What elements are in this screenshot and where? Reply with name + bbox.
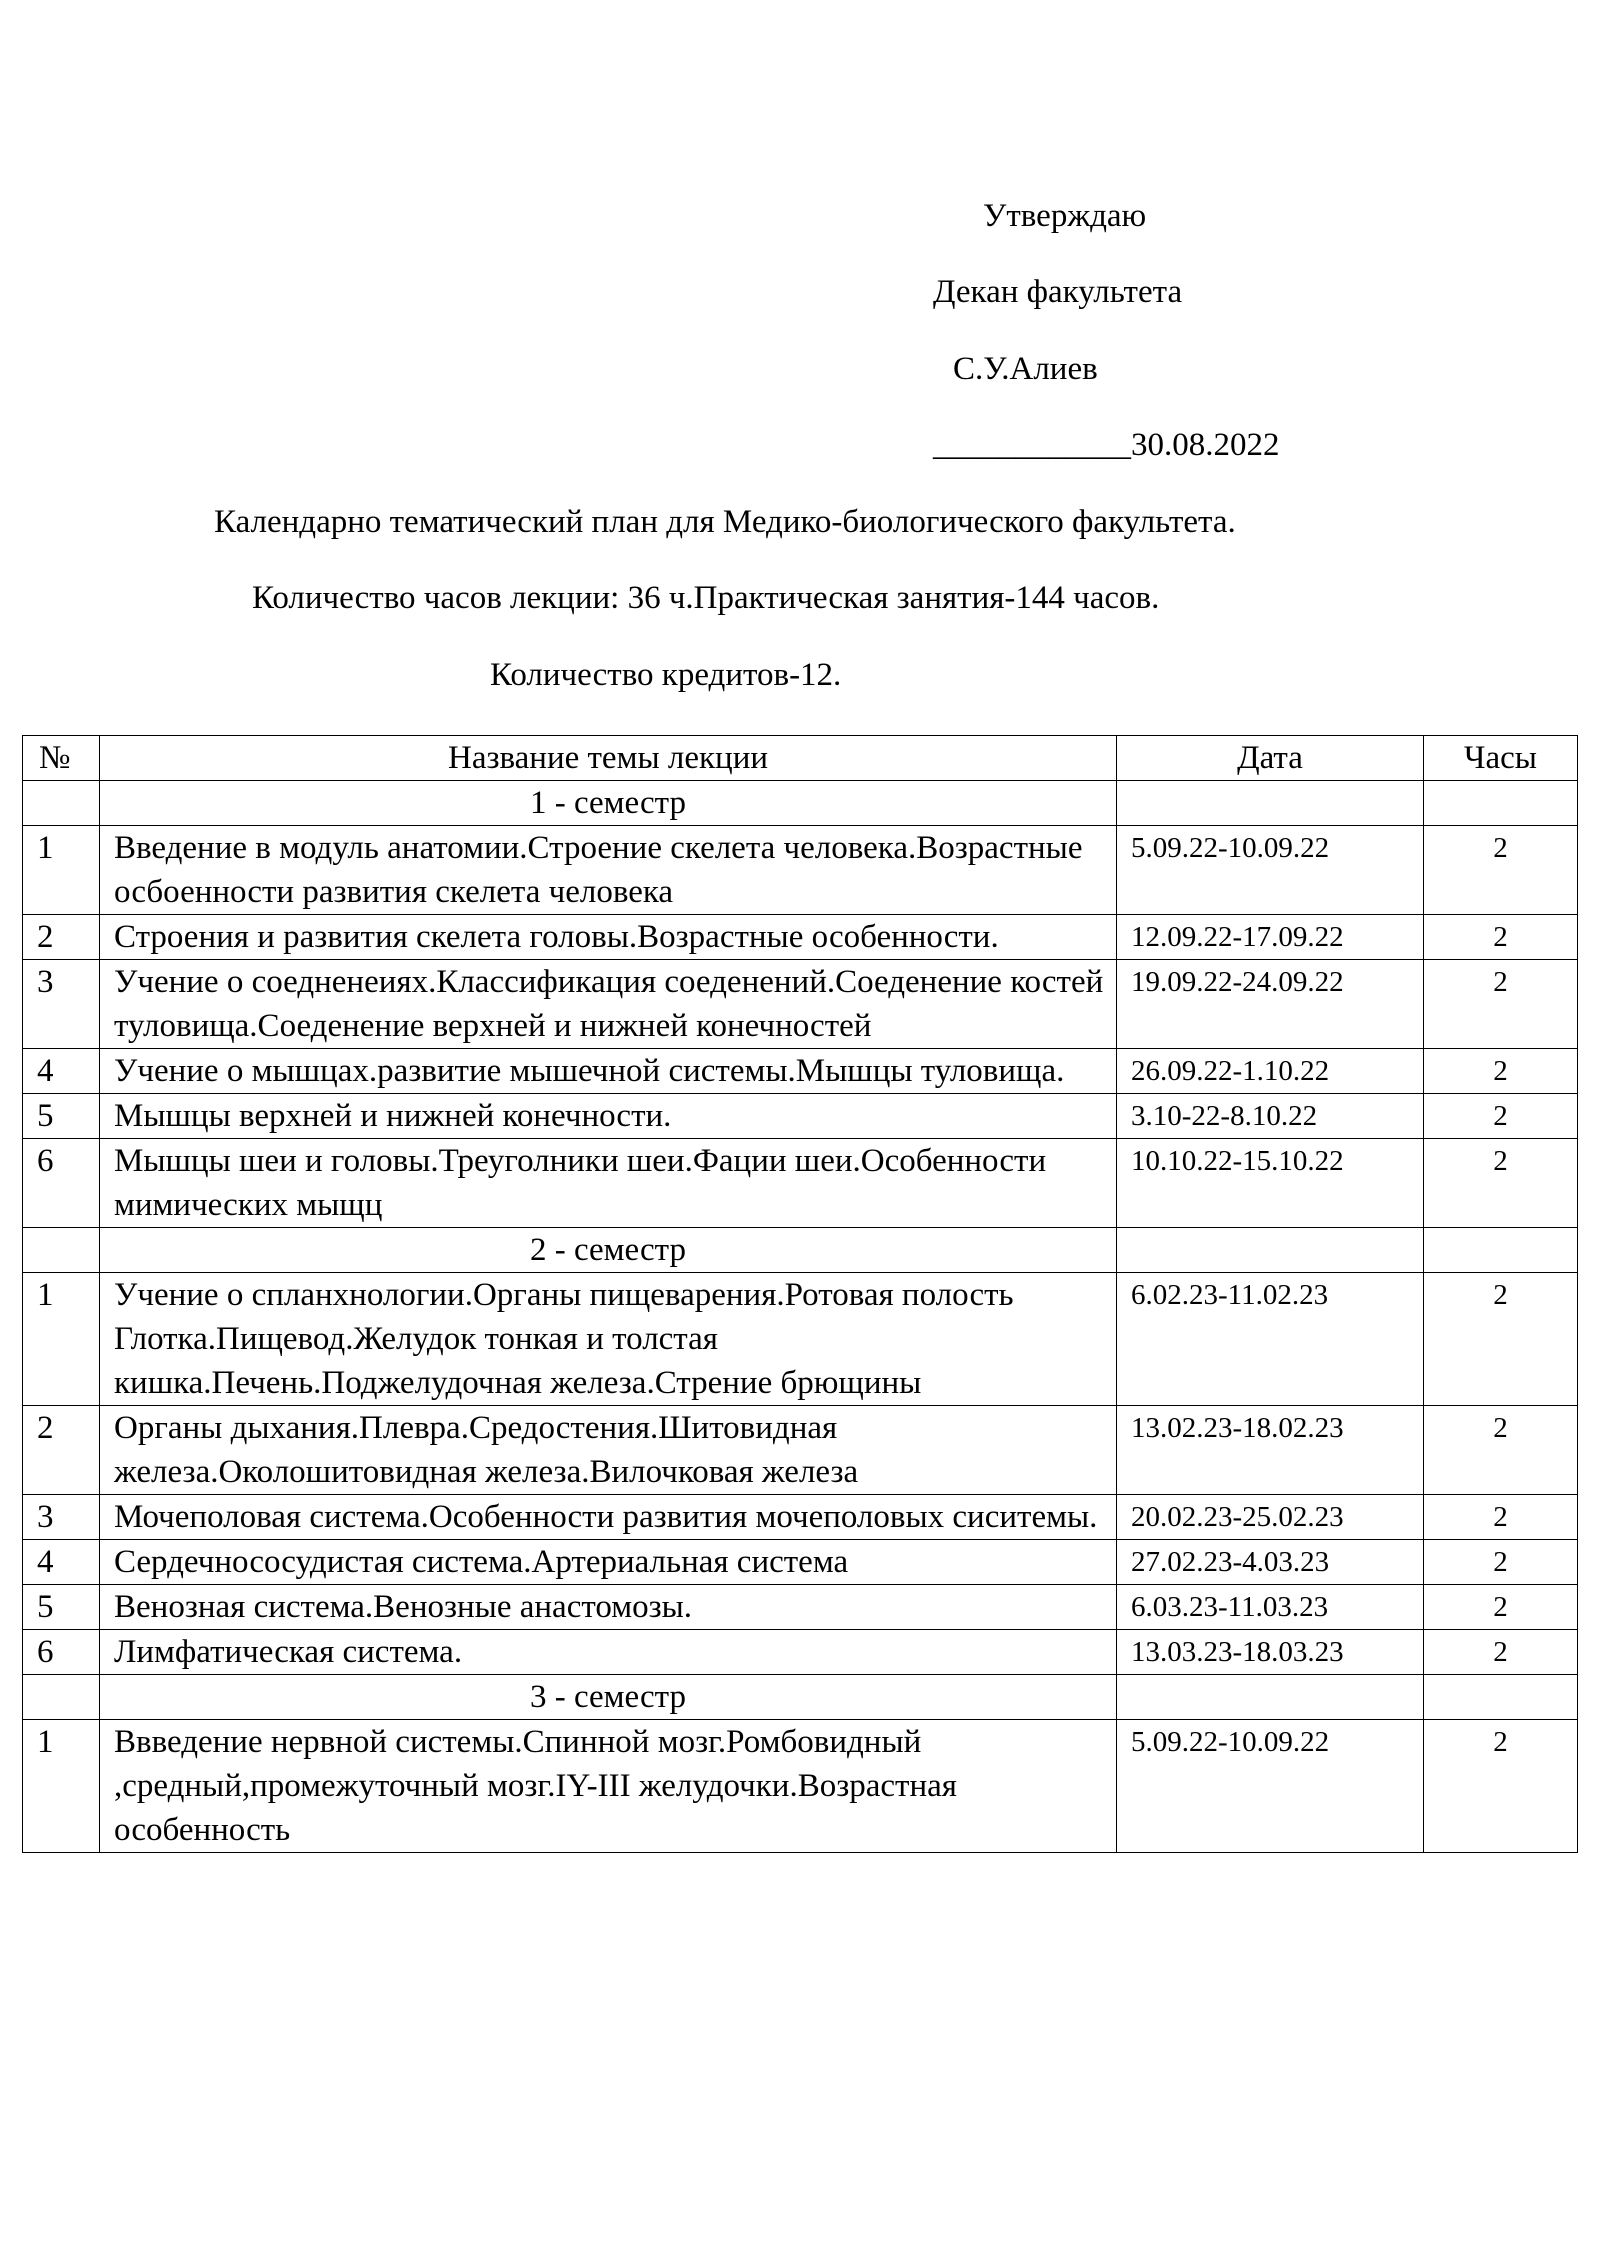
lecture-topic: Введение в модуль анатомии.Строение скелета человека.Возрастные осбоенности развития скелета человека [100,826,1117,915]
header-topic: Название темы лекции [100,736,1117,781]
table-row [23,1630,1578,1675]
lecture-number: 4 [23,1049,100,1094]
lecture-date: 20.02.23-25.02.23 [1117,1495,1424,1540]
lecture-hours: 2 [1424,1049,1578,1094]
table-row [23,1406,1578,1495]
table-row [23,1049,1578,1094]
lecture-number: 1 [23,1720,100,1853]
approval-title: Утверждаю [983,198,1147,234]
lecture-date: 3.10-22-8.10.22 [1117,1094,1424,1139]
semester-date-cell [1117,1675,1424,1720]
lecture-date: 13.03.23-18.03.23 [1117,1630,1424,1675]
lecture-hours: 2 [1424,1720,1578,1853]
table-row [23,1720,1578,1853]
semester-row [23,1675,1578,1720]
lecture-topic: Учение о соедненеиях.Классификация соеденений.Соеденение костей туловища.Соеденение верхней и нижней конечностей [100,960,1117,1049]
lecture-date: 12.09.22-17.09.22 [1117,915,1424,960]
semester-number-cell [23,781,100,826]
table-row [23,1585,1578,1630]
lecture-topic: Ввведение нервной системы.Спинной мозг.Ромбовидный ,средный,промежуточный мозг.IY-III желудочки.Возрастная особенность [100,1720,1117,1853]
table-row [23,1094,1578,1139]
lecture-topic: Учение о спланхнологии.Органы пищеварения.Ротовая полость Глотка.Пищевод.Желудок тонкая и толстая кишка.Печень.Поджелудочная железа.Стрение брющины [100,1273,1117,1406]
semester-label: 3 - семестр [100,1675,1117,1720]
semester-number-cell [23,1228,100,1273]
lecture-hours: 2 [1424,1585,1578,1630]
lecture-hours: 2 [1424,1540,1578,1585]
lecture-date: 27.02.23-4.03.23 [1117,1540,1424,1585]
table-row [23,1495,1578,1540]
lecture-hours: 2 [1424,915,1578,960]
semester-row [23,1228,1578,1273]
header-date: Дата [1117,736,1424,781]
lecture-number: 5 [23,1585,100,1630]
lecture-topic: Сердечнососудистая система.Артериальная система [100,1540,1117,1585]
semester-row [23,781,1578,826]
semester-date-cell [1117,1228,1424,1273]
semester-hours-cell [1424,781,1578,826]
header-hours: Часы [1424,736,1578,781]
lecture-date: 13.02.23-18.02.23 [1117,1406,1424,1495]
lecture-date: 26.09.22-1.10.22 [1117,1049,1424,1094]
lecture-hours: 2 [1424,1094,1578,1139]
lecture-date: 10.10.22-15.10.22 [1117,1139,1424,1228]
lecture-hours: 2 [1424,1273,1578,1406]
lecture-hours: 2 [1424,1630,1578,1675]
document-title: Календарно тематический план для Медико-биологического факультета. [214,504,1236,540]
lecture-number: 3 [23,960,100,1049]
semester-date-cell [1117,781,1424,826]
header-number: № [23,736,100,781]
lecture-topic: Лимфатическая система. [100,1630,1117,1675]
approval-date: ____________30.08.2022 [933,427,1280,463]
lecture-hours: 2 [1424,826,1578,915]
lecture-hours: 2 [1424,960,1578,1049]
table-row [23,960,1578,1049]
approval-position: Декан факультета [933,274,1183,310]
table-row [23,1273,1578,1406]
lecture-hours: 2 [1424,1406,1578,1495]
lecture-date: 6.02.23-11.02.23 [1117,1273,1424,1406]
lecture-number: 1 [23,826,100,915]
lecture-date: 5.09.22-10.09.22 [1117,1720,1424,1853]
lecture-topic: Мышцы верхней и нижней конечности. [100,1094,1117,1139]
approval-name: С.У.Алиев [953,351,1098,387]
lecture-number: 4 [23,1540,100,1585]
table-row [23,915,1578,960]
lecture-date: 6.03.23-11.03.23 [1117,1585,1424,1630]
lecture-topic: Органы дыхания.Плевра.Средостения.Шитовидная железа.Околошитовидная железа.Вилочковая железа [100,1406,1117,1495]
lecture-number: 1 [23,1273,100,1406]
lecture-topic: Строения и развития скелета головы.Возрастные особенности. [100,915,1117,960]
lecture-topic: Учение о мышцах.развитие мышечной системы.Мышцы туловища. [100,1049,1117,1094]
lecture-topic: Мочеполовая система.Особенности развития мочеполовых сиситемы. [100,1495,1117,1540]
semester-label: 2 - семестр [100,1228,1117,1273]
table-row [23,1139,1578,1228]
lecture-date: 19.09.22-24.09.22 [1117,960,1424,1049]
lecture-topic: Мышцы шеи и головы.Треуголники шеи.Фации шеи.Особенности мимических мыщц [100,1139,1117,1228]
lecture-hours: 2 [1424,1139,1578,1228]
lecture-number: 5 [23,1094,100,1139]
table-row [23,1540,1578,1585]
table-row [23,826,1578,915]
lecture-number: 2 [23,915,100,960]
semester-number-cell [23,1675,100,1720]
semester-hours-cell [1424,1675,1578,1720]
lecture-number: 3 [23,1495,100,1540]
lecture-number: 6 [23,1630,100,1675]
lecture-plan-table [22,735,1578,1853]
lecture-date: 5.09.22-10.09.22 [1117,826,1424,915]
semester-label: 1 - семестр [100,781,1117,826]
table-body [23,781,1578,1853]
hours-summary: Количество часов лекции: 36 ч.Практическая занятия-144 часов. [252,580,1160,616]
lecture-topic: Венозная система.Венозные анастомозы. [100,1585,1117,1630]
credits-summary: Количество кредитов-12. [490,657,842,693]
lecture-hours: 2 [1424,1495,1578,1540]
semester-hours-cell [1424,1228,1578,1273]
lecture-number: 2 [23,1406,100,1495]
table-header-row [23,736,1578,781]
lecture-number: 6 [23,1139,100,1228]
